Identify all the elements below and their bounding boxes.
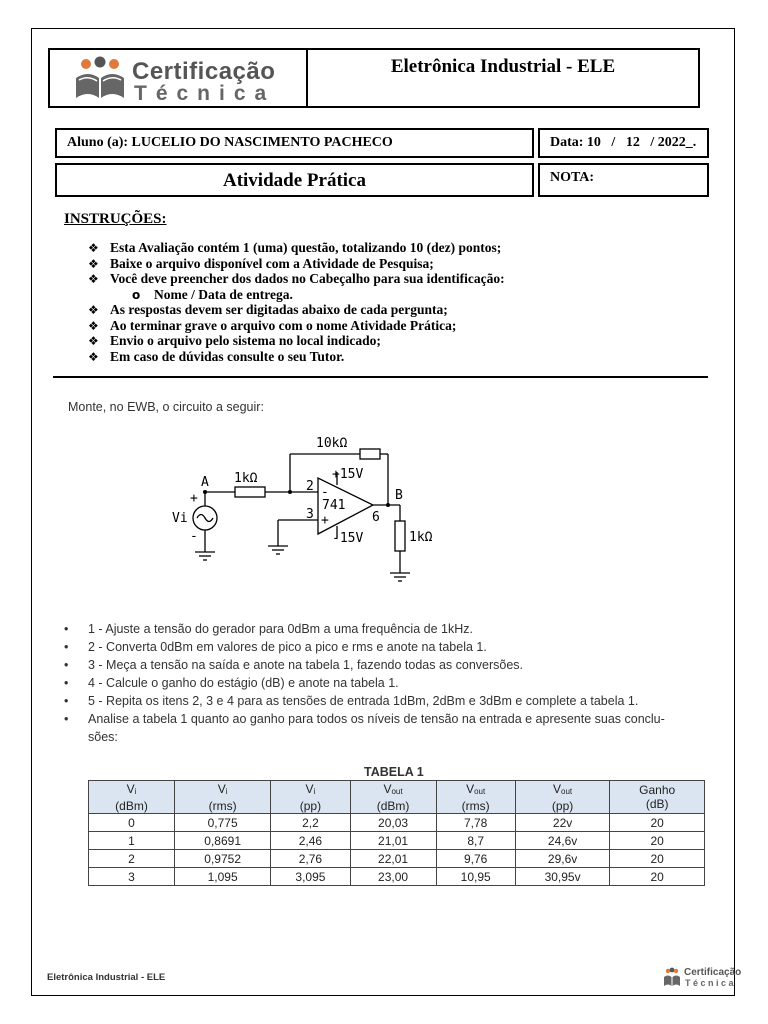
- header-vi-dbm: $V_i$ (dBm): [89, 781, 175, 814]
- table-cell: 20: [610, 868, 705, 886]
- table-cell: 0,8691: [175, 832, 271, 850]
- table-row: [89, 832, 705, 850]
- diamond-bullet-icon: ❖: [88, 318, 99, 333]
- instruction-subitem: o Nome / Data de entrega.: [132, 286, 293, 302]
- student-box: [55, 128, 534, 158]
- table-cell: 9,76: [436, 850, 515, 868]
- pin-6-label: 6: [372, 510, 380, 525]
- header-vi-pp: $V_i$ (pp): [271, 781, 350, 814]
- source-label: Vi: [172, 511, 188, 526]
- opamp-model-label: 741: [322, 498, 346, 513]
- input-resistor-label: 1kΩ: [234, 471, 258, 486]
- instruction-item: ❖ Envio o arquivo pelo sistema no local indicado;: [88, 333, 381, 348]
- step-item: • 5 - Repita os itens 2, 3 e 4 para as tensões de entrada 1dBm, 2dBm e 3dBm e complete a tabela 1.: [64, 692, 684, 710]
- course-title: Eletrônica Industrial - ELE: [390, 56, 616, 77]
- reader-book-icon: [70, 56, 130, 102]
- inverting-input-label: -: [321, 485, 329, 500]
- section-divider: [53, 376, 708, 378]
- footer-logo: [662, 967, 742, 991]
- activity-box: [55, 163, 534, 197]
- instruction-item: ❖ Esta Avaliação contém 1 (uma) questão, totalizando 10 (dez) pontos;: [88, 240, 502, 255]
- grade-label: NOTA:: [550, 170, 595, 185]
- certificacao-tecnica-logo: [70, 56, 285, 105]
- step-item: • Analise a tabela 1 quanto ao ganho para todos os níveis de tensão na entrada e apresente suas conclu-sões:: [64, 710, 684, 746]
- table-cell: 20: [610, 832, 705, 850]
- instruction-item: ❖ Em caso de dúvidas consulte o seu Tutor.: [88, 348, 345, 364]
- table-cell: 3,095: [271, 868, 350, 886]
- diamond-bullet-icon: ❖: [88, 334, 99, 348]
- footer-logo-line2: Técnica: [685, 978, 737, 988]
- table-cell: 2,76: [271, 850, 350, 868]
- logo-line2: Técnica: [134, 82, 276, 105]
- diamond-bullet-icon: ❖: [88, 349, 99, 364]
- table-cell: 0: [89, 814, 175, 832]
- header-box: [48, 48, 700, 108]
- instructions-list: [88, 240, 505, 364]
- instruction-item: ❖ As respostas devem ser digitadas abaixo de cada pergunta;: [88, 302, 448, 317]
- table-cell: 0,9752: [175, 850, 271, 868]
- source-plus-label: +: [190, 491, 198, 506]
- diamond-bullet-icon: ❖: [88, 241, 99, 255]
- results-table: [88, 780, 705, 886]
- table-cell: 2: [89, 850, 175, 868]
- node-a-label: A: [201, 475, 209, 490]
- diamond-bullet-icon: ❖: [88, 272, 99, 286]
- step-item: • 2 - Converta 0dBm em valores de pico a pico e rms e anote na tabela 1.: [64, 638, 684, 656]
- instructions-title: INSTRUÇÕES:: [64, 211, 167, 227]
- load-resistor-label: 1kΩ: [409, 530, 433, 545]
- feedback-resistor-label: 10kΩ: [316, 436, 348, 451]
- footer-course-title: Eletrônica Industrial - ELE: [47, 972, 166, 983]
- table-row: [89, 868, 705, 886]
- step-item: • 1 - Ajuste a tensão do gerador para 0dBm a uma frequência de 1kHz.: [64, 620, 684, 638]
- header-gain: Ganho (dB): [610, 781, 705, 814]
- pin-2-label: 2: [306, 479, 314, 494]
- logo-line1: Certificação: [132, 58, 276, 85]
- table-cell: 21,01: [350, 832, 436, 850]
- inverting-amplifier-circuit: [160, 428, 450, 588]
- header-vi-rms: $V_i$ (rms): [175, 781, 271, 814]
- header-vout-dbm: $V_{out}$ (dBm): [350, 781, 436, 814]
- table-cell: 30,95v: [515, 868, 610, 886]
- activity-title: Atividade Prática: [222, 170, 366, 191]
- sub-bullet: o: [132, 287, 141, 302]
- footer-logo-line1: Certificação: [684, 967, 742, 978]
- diamond-bullet-icon: ❖: [88, 303, 99, 317]
- diamond-bullet-icon: ❖: [88, 256, 99, 271]
- student-name: Aluno (a): LUCELIO DO NASCIMENTO PACHECO: [67, 135, 393, 150]
- table-cell: 8,7: [436, 832, 515, 850]
- step-item: • 3 - Meça a tensão na saída e anote na tabela 1, fazendo todas as conversões.: [64, 656, 684, 674]
- table-cell: 20: [610, 850, 705, 868]
- table-cell: 10,95: [436, 868, 515, 886]
- step-item: • 4 - Calcule o ganho do estágio (dB) e anote na tabela 1.: [64, 674, 684, 692]
- table-cell: 2,46: [271, 832, 350, 850]
- table-cell: 3: [89, 868, 175, 886]
- positive-supply-label: +15V: [332, 467, 364, 482]
- pin-3-label: 3: [306, 507, 314, 522]
- instruction-item: ❖ Ao terminar grave o arquivo com o nome Atividade Prática;: [88, 317, 457, 333]
- table-cell: 29,6v: [515, 850, 610, 868]
- table-cell: 0,775: [175, 814, 271, 832]
- table-cell: 20: [610, 814, 705, 832]
- source-minus-label: -: [190, 529, 198, 544]
- table-cell: 22,01: [350, 850, 436, 868]
- date-value: Data: 10 / 12 / 2022_.: [550, 135, 697, 150]
- grade-box: [538, 163, 709, 197]
- intro-text: Monte, no EWB, o circuito a seguir:: [68, 400, 264, 414]
- table-cell: 22v: [515, 814, 610, 832]
- table-cell: 24,6v: [515, 832, 610, 850]
- non-inverting-input-label: +: [321, 513, 329, 528]
- instruction-item: ❖ Você deve preencher dos dados no Cabeçalho para sua identificação:: [88, 271, 505, 286]
- table-cell: 20,03: [350, 814, 436, 832]
- table-caption: TABELA 1: [364, 765, 424, 779]
- table-row: [89, 814, 705, 832]
- node-b-label: B: [395, 488, 403, 503]
- table-cell: 1,095: [175, 868, 271, 886]
- header-vout-pp: $V_{out}$ (pp): [515, 781, 610, 814]
- table-cell: 7,78: [436, 814, 515, 832]
- table-cell: 2,2: [271, 814, 350, 832]
- procedure-steps: [64, 620, 684, 746]
- negative-supply-label: -15V: [332, 531, 364, 546]
- table-row: [89, 850, 705, 868]
- table-cell: 1: [89, 832, 175, 850]
- table-header-row: [89, 781, 705, 814]
- table-cell: 23,00: [350, 868, 436, 886]
- date-box: [538, 128, 709, 158]
- instruction-item: ❖ Baixe o arquivo disponível com a Atividade de Pesquisa;: [88, 255, 434, 271]
- header-vout-rms: $V_{out}$ (rms): [436, 781, 515, 814]
- footer-reader-book-icon: [662, 967, 682, 989]
